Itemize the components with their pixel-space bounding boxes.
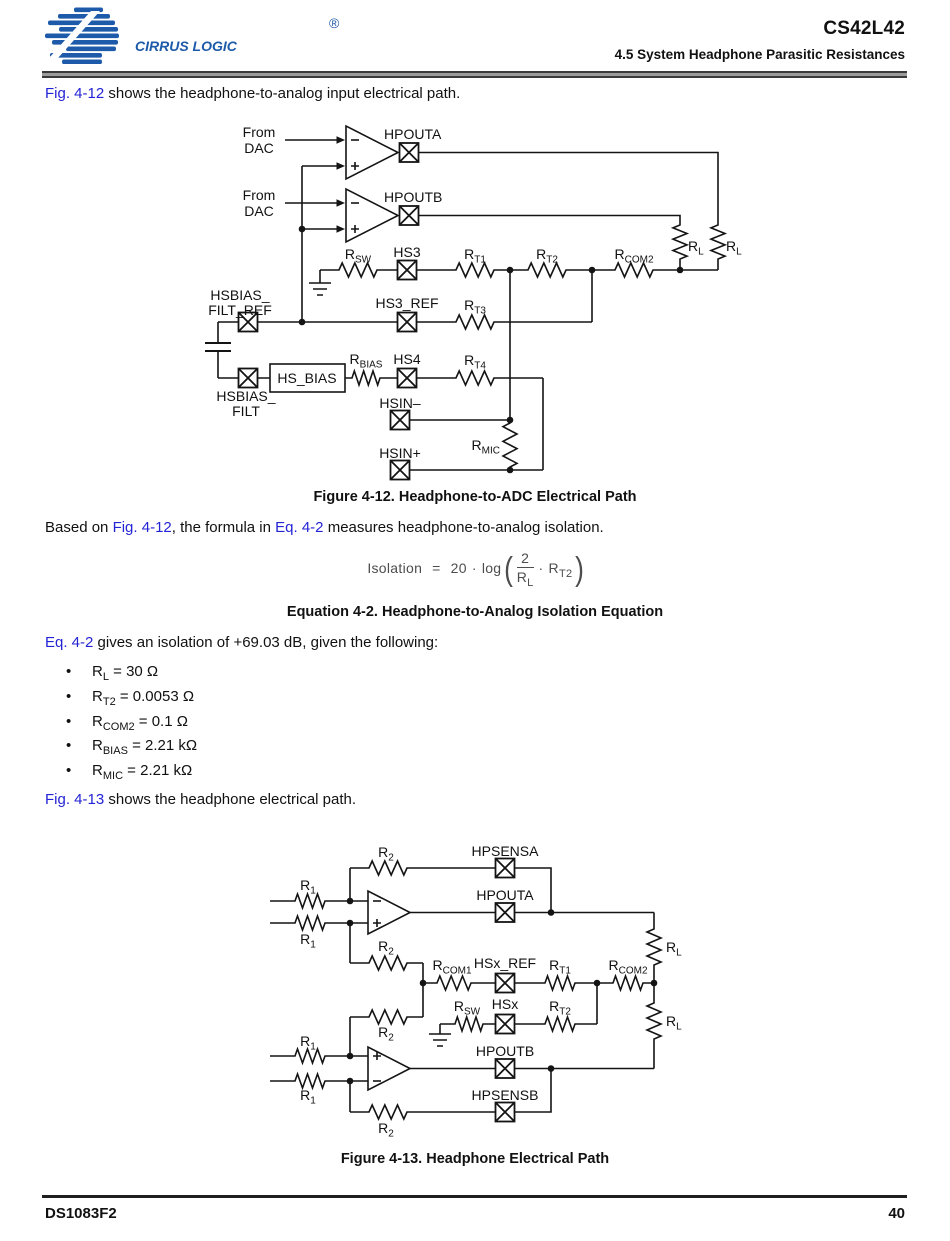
label-hsx-ref: HSx_REF xyxy=(473,955,537,971)
cirrus-logic-logo xyxy=(45,6,345,64)
label-r2-mid-b: $R_2$ xyxy=(378,1024,394,1044)
label-rl-inner: $R_L$ xyxy=(688,238,704,258)
resistor-rmic xyxy=(503,420,517,470)
document-number: DS1083F2 xyxy=(45,1205,117,1222)
resistor-rl-top xyxy=(647,926,661,968)
label-rt2: $R_{T2}$ xyxy=(536,246,558,266)
wires xyxy=(270,868,654,1112)
bullet-list xyxy=(66,664,486,788)
equation-4-2-caption: Equation 4-2. Headphone-to-Analog Isolation Equation xyxy=(286,604,664,620)
resistor-rl-outer xyxy=(711,222,725,262)
section-title: 4.5 System Headphone Parasitic Resistances xyxy=(614,47,905,62)
pad-hpouta xyxy=(400,143,419,162)
list-item: • $R_{COM2} = 0.1$ Ω xyxy=(66,712,188,733)
eq-close-paren: ) xyxy=(575,549,585,587)
resistor-rt2 xyxy=(542,1017,578,1031)
label-r2-mid-a: $R_2$ xyxy=(378,938,394,958)
figure-4-13-caption: Figure 4-13. Headphone Electrical Path xyxy=(340,1151,610,1167)
label-from-dac-b: From xyxy=(242,187,276,203)
label-rbias: $R_{BIAS}$ xyxy=(349,351,383,371)
resistor-rt4 xyxy=(453,371,497,385)
doc-link[interactable]: Eq. 4-2 xyxy=(45,634,94,651)
label-rt4: $R_{T4}$ xyxy=(464,352,486,372)
label-rt3: $R_{T3}$ xyxy=(464,297,486,317)
label-from-dac-a: From xyxy=(242,124,276,140)
pad-hpouta xyxy=(496,903,515,922)
label-from-dac-b: DAC xyxy=(244,203,274,219)
label-rmic: $R_{MIC}$ xyxy=(471,437,500,457)
label-hpouta: HPOUTA xyxy=(384,126,442,142)
ground-symbol xyxy=(309,270,331,295)
label-rcom2: $R_{COM2}$ xyxy=(608,957,648,977)
pad-hsx-ref xyxy=(496,974,515,993)
label-hpouta: HPOUTA xyxy=(476,887,534,903)
resistor-r2-feedback-b xyxy=(366,1105,410,1119)
list-item: • $R_{BIAS} = 2.21$ kΩ xyxy=(66,737,198,758)
resistor-rl-inner xyxy=(673,222,687,262)
figure-4-12-diagram xyxy=(200,112,748,488)
footer-rule xyxy=(42,1195,907,1198)
eq-log: log xyxy=(481,560,502,577)
resistor-r2-mid-b xyxy=(366,1010,410,1024)
resistor-rsw xyxy=(452,1017,486,1031)
capacitor-symbol xyxy=(205,343,231,351)
page-number: 40 xyxy=(888,1205,905,1222)
bullet-icon: • xyxy=(66,712,72,730)
label-hs3-ref: HS3_REF xyxy=(375,295,439,311)
registered-mark: ® xyxy=(329,15,340,31)
part-number: CS42L42 xyxy=(823,18,905,39)
paragraph-3: Eq. 4-2 gives an isolation of +69.03 dB, given the following: xyxy=(45,634,439,651)
eq-equals: = xyxy=(432,560,441,577)
pad-hsx xyxy=(496,1015,515,1034)
opamp-b xyxy=(368,1047,410,1090)
bullet-icon: • xyxy=(66,737,72,755)
pad-hsbias-filt xyxy=(239,369,258,388)
eq-dot: · xyxy=(471,560,477,577)
eq-rt2: $R_{T2}$ xyxy=(548,560,573,581)
label-hpoutb: HPOUTB xyxy=(384,189,443,205)
bullet-icon: • xyxy=(66,762,72,779)
eq-fraction xyxy=(516,550,534,590)
paragraph-1: Fig. 4-12 shows the headphone-to-analog input electrical path. xyxy=(45,85,461,102)
doc-link[interactable]: Fig. 4-13 xyxy=(45,791,105,808)
label-hsbias-filt-ref: HSBIAS_ xyxy=(210,287,270,303)
label-rsw: $R_{SW}$ xyxy=(453,998,481,1018)
pad-hpsensb xyxy=(496,1103,515,1122)
eq-open-paren: ( xyxy=(504,549,514,587)
label-rt1: $R_{T1}$ xyxy=(464,246,486,266)
eq-numerator: 2 xyxy=(521,550,530,566)
label-r2-feedback-a: $R_2$ xyxy=(378,844,394,864)
paragraph-2: Based on Fig. 4-12, the formula in Eq. 4-2 measures headphone-to-analog isolation. xyxy=(45,519,604,536)
list-item: • $R_{T2} = 0.0053$ Ω xyxy=(66,687,195,708)
opamp-a xyxy=(368,891,410,934)
resistor-rl-bottom xyxy=(647,1000,661,1042)
label-hsin-minus: HSIN– xyxy=(379,395,421,411)
label-hs3: HS3 xyxy=(393,244,421,260)
label-r2-feedback-b: $R_2$ xyxy=(378,1120,394,1140)
eq-denominator: $R_L$ xyxy=(516,569,534,590)
label-rsw: $R_{SW}$ xyxy=(344,246,372,266)
list-item: • $R_L = 30$ Ω xyxy=(66,663,159,683)
pad-hsin-plus xyxy=(391,461,410,480)
label-rt1: $R_{T1}$ xyxy=(549,957,571,977)
logo-globe-icon xyxy=(45,8,119,65)
paragraph-4: Fig. 4-13 shows the headphone electrical path. xyxy=(45,791,357,808)
label-r1-a-bottom: $R_1$ xyxy=(300,931,316,951)
pad-hpoutb xyxy=(400,206,419,225)
bullet-icon: • xyxy=(66,687,72,705)
pad-hpoutb xyxy=(496,1059,515,1078)
footer xyxy=(45,1205,905,1222)
logo-wordmark: CIRRUS LOGIC xyxy=(135,38,237,54)
list-item: • $R_{MIC} = 2.21$ kΩ xyxy=(66,762,193,782)
label-rcom2: $R_{COM2}$ xyxy=(614,246,654,266)
figure-4-13-diagram xyxy=(255,838,690,1140)
pad-hs4 xyxy=(398,369,417,388)
label-hpsensb: HPSENSB xyxy=(471,1087,539,1103)
doc-link[interactable]: Eq. 4-2 xyxy=(275,519,324,536)
header-rule xyxy=(42,71,907,78)
label-hs-bias-block: HS_BIAS xyxy=(277,370,337,386)
resistor-rbias xyxy=(349,371,383,385)
label-r1-b-bottom: $R_1$ xyxy=(300,1087,316,1107)
label-hsbias-filt: FILT xyxy=(232,403,260,419)
equation-4-2 xyxy=(0,549,950,590)
label-hsbias-filt-ref: FILT_REF xyxy=(208,302,272,318)
input-arrowheads xyxy=(337,136,346,233)
doc-link[interactable]: Fig. 4-12 xyxy=(112,519,172,536)
label-rt2: $R_{T2}$ xyxy=(549,998,571,1018)
label-hsin-plus: HSIN+ xyxy=(379,445,421,461)
label-rl-outer: $R_L$ xyxy=(726,238,742,258)
resistor-r1-a-bottom xyxy=(292,916,328,930)
label-hpoutb: HPOUTB xyxy=(475,1043,535,1059)
eq-lhs: Isolation xyxy=(367,560,423,577)
resistor-rt3 xyxy=(453,315,497,329)
resistor-rcom1 xyxy=(434,976,474,990)
label-hsx: HSx xyxy=(491,996,519,1012)
pad-hs3 xyxy=(398,261,417,280)
label-rl-top: $R_L$ xyxy=(666,939,682,959)
label-rcom1: $R_{COM1}$ xyxy=(432,957,472,977)
label-from-dac-a: DAC xyxy=(244,140,274,156)
resistor-r2-mid-a xyxy=(366,956,410,970)
doc-link[interactable]: Fig. 4-12 xyxy=(45,85,105,102)
resistor-rcom2 xyxy=(610,976,646,990)
resistor-rt1 xyxy=(542,976,578,990)
label-r1-a-top: $R_1$ xyxy=(300,877,316,897)
label-rl-bottom: $R_L$ xyxy=(666,1013,682,1033)
label-r1-b-top: $R_1$ xyxy=(300,1033,316,1053)
pad-hpsensa xyxy=(496,859,515,878)
bullet-icon: • xyxy=(66,663,72,680)
figure-4-12-caption: Figure 4-12. Headphone-to-ADC Electrical Path xyxy=(313,489,637,505)
label-hsbias-filt: HSBIAS_ xyxy=(216,388,276,404)
ground-symbol xyxy=(429,1024,451,1046)
label-hs4: HS4 xyxy=(393,351,421,367)
resistor-r1-b-bottom xyxy=(292,1074,328,1088)
eq-dot2: · xyxy=(538,560,544,577)
label-hpsensa: HPSENSA xyxy=(471,843,539,859)
pad-hs3-ref xyxy=(398,313,417,332)
eq-fraction-bar xyxy=(517,567,534,568)
pad-hsin-minus xyxy=(391,411,410,430)
eq-coefficient: 20 xyxy=(450,560,467,577)
